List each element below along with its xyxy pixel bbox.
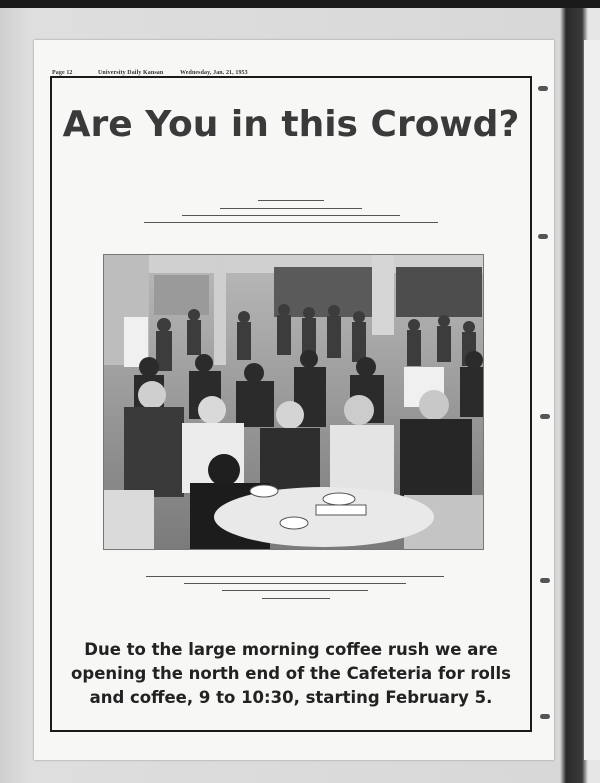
divider-rule [146,576,444,577]
binding-mark [538,234,548,239]
ad-headline: Are You in this Crowd? [62,104,520,145]
ad-body-line: Due to the large morning coffee rush we are [84,640,498,659]
divider-rule [184,583,406,584]
binding-mark [540,578,550,583]
paper-name: University Daily Kansan [98,70,164,76]
ad-body-line: opening the north end of the Cafeteria for rolls [71,664,511,683]
binding-mark [538,86,548,91]
divider-rule [222,590,368,591]
divider-rule [220,208,362,209]
ad-body [60,638,522,710]
crowd-photo [103,254,484,550]
binding-mark [540,714,550,719]
cafeteria-photo-illustration [104,255,484,550]
scan-top-edge [0,0,600,8]
divider-rule [258,200,324,201]
divider-rule [144,222,438,223]
adjacent-page-edge [584,40,600,760]
ad-body-line: and coffee, 9 to 10:30, starting February 5. [89,688,493,707]
issue-date: Wednesday, Jan. 21, 1953 [180,70,248,76]
divider-rule [182,215,400,216]
binding-mark [540,414,550,419]
page-number: Page 12 [52,70,73,76]
divider-rule [262,598,330,599]
